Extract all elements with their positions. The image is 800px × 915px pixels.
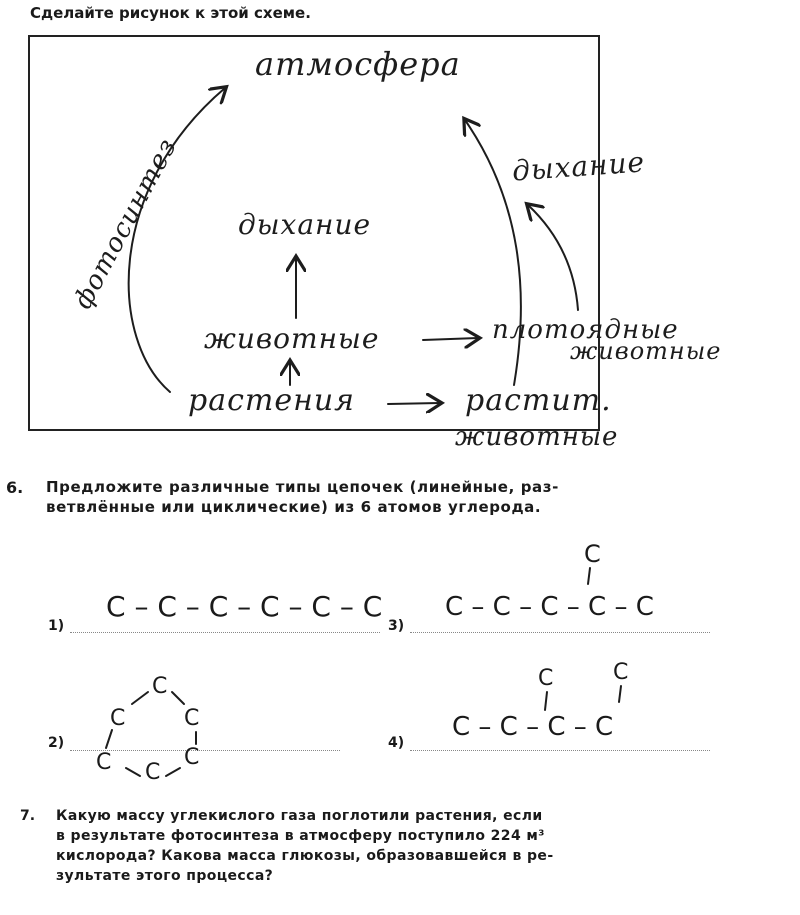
chain4-branch1: C xyxy=(538,666,554,691)
scheme-herbivores-line1: растит. xyxy=(465,383,612,418)
chain3-branch: C xyxy=(584,540,601,568)
scheme-predators-line1: плотоядные xyxy=(492,315,679,345)
task7-line2: в результате фотосинтеза в атмосферу поступило 224 м³ xyxy=(56,828,545,844)
scheme-photosynthesis: фотосинтез xyxy=(68,133,184,315)
task7-line4: зультате этого процесса? xyxy=(56,868,274,884)
ring-atom-2: C xyxy=(110,706,126,731)
scheme-herbivores-line2: животные xyxy=(455,422,619,452)
scheme-animals: животные xyxy=(204,322,380,355)
chain-linear: C – C – C – C – C – C xyxy=(106,590,383,623)
chain4-branch2: C xyxy=(613,660,629,685)
task6-text-line1: Предложите различные типы цепочек (линейные, раз- xyxy=(46,478,559,496)
task6-number: 6. xyxy=(6,478,24,497)
task7-number: 7. xyxy=(20,808,36,824)
task6-item1-label: 1) xyxy=(48,618,65,634)
task6-item2-label: 2) xyxy=(48,735,65,751)
ring-atom-5: C xyxy=(184,745,200,770)
task6-text-line2: ветвлённые или циклические) из 6 атомов углерода. xyxy=(46,498,542,516)
scheme-respiration-center: дыхание xyxy=(238,208,372,241)
chain4-main: C – C – C – C xyxy=(452,712,614,742)
scheme-respiration-right: дыхание xyxy=(511,145,647,188)
task7-line1: Какую массу углекислого газа поглотили растения, если xyxy=(56,808,543,824)
task-header: Сделайте рисунок к этой схеме. xyxy=(30,4,311,22)
ring-atom-1: C xyxy=(152,674,168,699)
ring-atom-6: C xyxy=(145,760,161,785)
chain3-main: C – C – C – C – C xyxy=(445,592,654,622)
scheme-atmosphere: атмосфера xyxy=(255,45,461,83)
ring-atom-3: C xyxy=(184,706,200,731)
task7-line3: кислорода? Какова масса глюкозы, образовавшейся в ре- xyxy=(56,848,554,864)
task6-item3-label: 3) xyxy=(388,618,405,634)
scheme-predators-line2: животные xyxy=(570,337,722,365)
scheme-plants: растения xyxy=(188,383,356,418)
task6-item4-label: 4) xyxy=(388,735,405,751)
ring-atom-4: C xyxy=(96,750,112,775)
